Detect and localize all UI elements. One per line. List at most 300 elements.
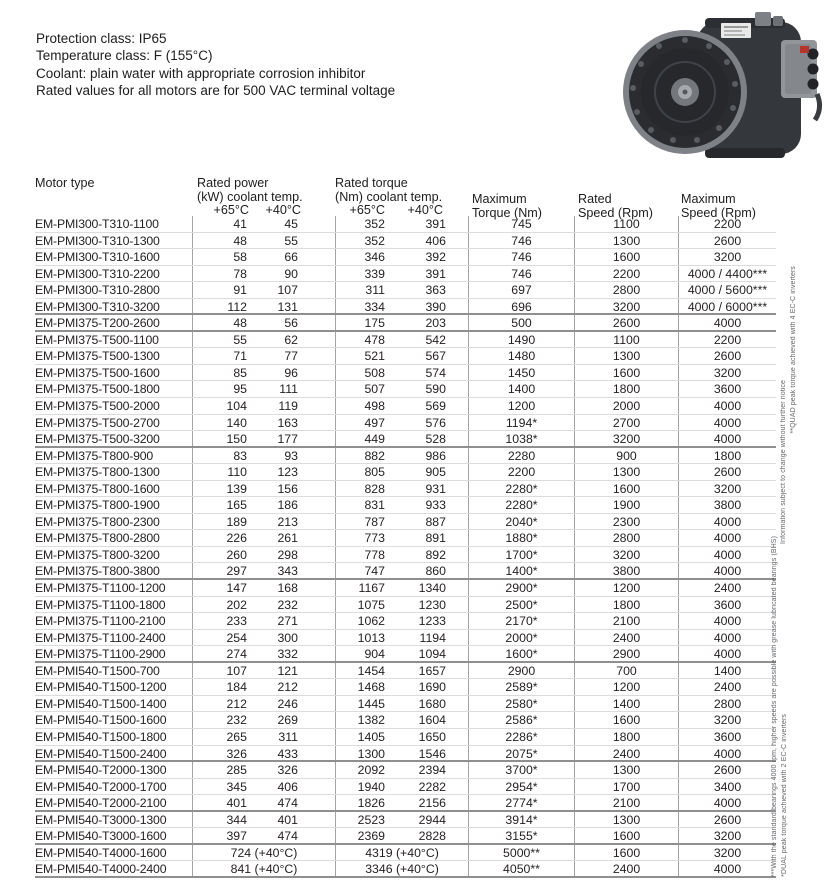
col-rated-speed-2: Speed (Rpm): [578, 206, 653, 220]
spec-note-voltage: Rated values for all motors are for 500 VAC terminal voltage: [36, 83, 396, 99]
cell-max-torque: 2589*: [468, 679, 574, 695]
table-row: [35, 530, 776, 547]
cell-power-65: 274: [192, 646, 247, 661]
cell-max-speed: 3200: [678, 365, 776, 381]
table-row: [35, 348, 776, 365]
cell-motor-type: EM-PMI540-T4000-1600: [35, 845, 167, 860]
cell-max-speed: 3200: [678, 845, 776, 861]
cell-power-65: 41: [192, 216, 247, 232]
footnote-quad: **QUAD peak torque achieved with 4 EC-C inverters: [790, 266, 797, 434]
spec-note-protection: Protection class: IP65: [36, 31, 167, 46]
spec-notes: [36, 30, 395, 100]
cell-torque-40: 1690: [418, 680, 446, 695]
cell-power-40: 93: [284, 448, 298, 463]
cell-power-40: 96: [284, 365, 298, 380]
cell-rated-torque-span: 4319 (+40°C): [335, 845, 468, 861]
cell-torque-65: 334: [335, 299, 385, 314]
cell-power-65: 254: [192, 630, 247, 646]
cell-max-speed: 3400: [678, 779, 776, 795]
cell-motor-type: EM-PMI300-T310-1300: [35, 233, 160, 248]
cell-max-torque: 5000**: [468, 845, 574, 861]
cell-torque-65: 2523: [335, 812, 385, 828]
cell-power-40: 156: [277, 481, 298, 496]
cell-rated-speed: 1800: [574, 381, 678, 397]
cell-motor-type: EM-PMI375-T800-2800: [35, 531, 160, 546]
cell-max-torque: 2280*: [468, 481, 574, 497]
cell-max-torque: 2586*: [468, 712, 574, 728]
col-rated-torque: Rated torque: [335, 176, 408, 190]
cell-torque-65: 2369: [335, 828, 385, 843]
cell-max-torque: 2286*: [468, 729, 574, 745]
cell-torque-65: 175: [335, 315, 385, 330]
cell-rated-speed: 1600: [574, 828, 678, 843]
col-rated-power-unit: (kW) coolant temp.: [197, 189, 303, 204]
cell-max-speed: 3200: [678, 481, 776, 497]
cell-max-torque: 746: [468, 233, 574, 249]
cell-rated-speed: 1300: [574, 762, 678, 778]
cell-motor-type: EM-PMI375-T500-1600: [35, 365, 160, 380]
cell-max-speed: 4000: [678, 398, 776, 414]
table-row: [35, 679, 776, 696]
cell-rated-speed: 1600: [574, 481, 678, 497]
col-power-40: +40°C: [265, 203, 301, 217]
cell-power-65: 71: [192, 348, 247, 364]
cell-motor-type: EM-PMI540-T1500-700: [35, 663, 160, 678]
cell-torque-65: 346: [335, 249, 385, 265]
cell-max-speed: 3200: [678, 249, 776, 265]
col-max-torque-1: Maximum: [472, 192, 527, 206]
cell-max-torque: 3914*: [468, 812, 574, 828]
spec-note-coolant: Coolant: plain water with appropriate corrosion inhibitor: [36, 65, 366, 81]
cell-torque-40: 567: [425, 349, 446, 364]
table-row: [35, 448, 776, 465]
cell-power-40: 232: [277, 597, 298, 612]
cell-power-65: 401: [192, 795, 247, 810]
cell-max-speed: 3600: [678, 729, 776, 745]
table-row: [35, 266, 776, 283]
cell-max-speed: 4000 / 6000***: [678, 299, 776, 314]
cell-max-speed: 2600: [678, 762, 776, 778]
cell-motor-type: EM-PMI540-T3000-1600: [35, 829, 167, 844]
cell-power-65: 344: [192, 812, 247, 828]
cell-max-torque: 746: [468, 266, 574, 282]
cell-torque-40: 1650: [418, 729, 446, 744]
cell-max-speed: 3800: [678, 497, 776, 513]
cell-torque-65: 2092: [335, 762, 385, 778]
cell-max-torque: 1200: [468, 398, 574, 414]
cell-torque-40: 1680: [418, 696, 446, 711]
cell-torque-65: 1300: [335, 746, 385, 761]
cell-motor-type: EM-PMI375-T800-2300: [35, 514, 160, 529]
table-row: [35, 431, 776, 448]
table-header: [35, 176, 776, 220]
cell-max-speed: 4000: [678, 861, 776, 876]
cell-power-40: 474: [277, 829, 298, 844]
cell-rated-speed: 1800: [574, 729, 678, 745]
cell-torque-40: 1340: [418, 581, 446, 596]
table-row: [35, 216, 776, 233]
cell-max-torque: 2200: [468, 464, 574, 480]
table-row: [35, 762, 776, 779]
table-row: [35, 282, 776, 299]
cell-max-torque: 2774*: [468, 795, 574, 810]
cell-rated-speed: 1700: [574, 779, 678, 795]
cell-rated-speed: 700: [574, 663, 678, 679]
cell-power-40: 111: [279, 382, 298, 397]
cell-rated-speed: 1300: [574, 812, 678, 828]
col-rated-power: Rated power: [197, 176, 269, 190]
cell-rated-speed: 1300: [574, 233, 678, 249]
cell-max-speed: 4000: [678, 315, 776, 330]
cell-rated-power-span: 841 (+40°C): [192, 861, 335, 876]
cell-rated-speed: 1400: [574, 696, 678, 712]
cell-rated-speed: 900: [574, 448, 678, 464]
cell-torque-40: 931: [425, 481, 446, 496]
cell-torque-65: 1445: [335, 696, 385, 712]
cell-rated-speed: 1200: [574, 580, 678, 596]
cell-max-speed: 2400: [678, 580, 776, 596]
cell-torque-65: 831: [335, 497, 385, 513]
cell-torque-40: 363: [425, 283, 446, 298]
cell-power-65: 265: [192, 729, 247, 745]
cell-torque-65: 508: [335, 365, 385, 381]
cell-power-65: 189: [192, 514, 247, 530]
cell-motor-type: EM-PMI375-T500-3200: [35, 432, 160, 447]
cell-power-40: 271: [277, 614, 298, 629]
table-row: [35, 597, 776, 614]
cell-torque-40: 2156: [418, 796, 446, 811]
cell-torque-65: 1167: [335, 580, 385, 596]
cell-max-torque: 2280*: [468, 497, 574, 513]
cell-power-65: 326: [192, 746, 247, 761]
cell-power-65: 233: [192, 613, 247, 629]
cell-power-65: 226: [192, 530, 247, 546]
cell-rated-speed: 2100: [574, 795, 678, 810]
cell-power-40: 212: [277, 680, 298, 695]
cell-motor-type: EM-PMI300-T310-1600: [35, 250, 160, 265]
table-row: [35, 464, 776, 481]
cell-torque-65: 747: [335, 563, 385, 578]
cell-rated-speed: 1800: [574, 597, 678, 613]
cell-torque-40: 1230: [418, 597, 446, 612]
cell-torque-40: 203: [425, 316, 446, 331]
cell-max-speed: 1400: [678, 663, 776, 679]
cell-power-65: 107: [192, 663, 247, 679]
cell-torque-40: 392: [425, 250, 446, 265]
cell-motor-type: EM-PMI375-T500-2700: [35, 415, 160, 430]
cell-power-40: 77: [284, 349, 298, 364]
cell-motor-type: EM-PMI375-T500-1300: [35, 349, 160, 364]
cell-motor-type: EM-PMI540-T4000-2400: [35, 862, 167, 877]
cell-max-speed: 4000: [678, 514, 776, 530]
cell-power-65: 212: [192, 696, 247, 712]
cell-max-speed: 2800: [678, 696, 776, 712]
cell-power-40: 246: [277, 696, 298, 711]
cell-torque-65: 828: [335, 481, 385, 497]
table-row: [35, 845, 776, 862]
cell-motor-type: EM-PMI375-T1100-2900: [35, 647, 166, 662]
cell-power-65: 232: [192, 712, 247, 728]
motor-spec-table: [35, 176, 776, 878]
cell-motor-type: EM-PMI375-T500-1100: [35, 332, 159, 347]
cell-max-speed: 1800: [678, 448, 776, 464]
cell-torque-40: 905: [425, 465, 446, 480]
cell-torque-40: 574: [425, 365, 446, 380]
cell-max-torque: 2170*: [468, 613, 574, 629]
cell-power-65: 110: [192, 464, 247, 480]
cell-max-torque: 1880*: [468, 530, 574, 546]
table-row: [35, 249, 776, 266]
cell-torque-40: 986: [425, 448, 446, 463]
cell-torque-65: 773: [335, 530, 385, 546]
cell-rated-speed: 1100: [574, 332, 678, 348]
cell-motor-type: EM-PMI300-T310-2200: [35, 266, 160, 281]
cell-max-torque: 696: [468, 299, 574, 314]
cell-max-speed: 2600: [678, 233, 776, 249]
cell-max-torque: 4050**: [468, 861, 574, 876]
cell-torque-65: 904: [335, 646, 385, 661]
cell-torque-65: 787: [335, 514, 385, 530]
cell-rated-speed: 3200: [574, 299, 678, 314]
cell-max-torque: 1490: [468, 332, 574, 348]
cell-rated-speed: 2200: [574, 266, 678, 282]
table-row: [35, 729, 776, 746]
cell-power-65: 140: [192, 415, 247, 431]
cell-torque-65: 339: [335, 266, 385, 282]
cell-rated-speed: 1600: [574, 365, 678, 381]
cell-torque-65: 1062: [335, 613, 385, 629]
cell-power-65: 150: [192, 431, 247, 446]
cell-motor-type: EM-PMI375-T800-900: [35, 448, 154, 463]
table-row: [35, 646, 776, 663]
cell-power-40: 66: [284, 250, 298, 265]
cell-power-40: 300: [277, 630, 298, 645]
cell-motor-type: EM-PMI540-T1500-1400: [35, 696, 167, 711]
cell-max-speed: 2600: [678, 348, 776, 364]
cell-max-torque: 745: [468, 216, 574, 232]
cell-max-torque: 746: [468, 249, 574, 265]
cell-max-torque: 1038*: [468, 431, 574, 446]
cell-torque-65: 1405: [335, 729, 385, 745]
cell-torque-40: 1604: [418, 713, 446, 728]
cell-max-torque: 2040*: [468, 514, 574, 530]
cell-rated-speed: 2600: [574, 315, 678, 330]
cell-torque-40: 933: [425, 498, 446, 513]
cell-max-torque: 2900: [468, 663, 574, 679]
cell-max-speed: 4000 / 4400***: [678, 266, 776, 282]
col-rated-speed-1: Rated: [578, 192, 612, 206]
cell-power-40: 107: [277, 283, 298, 298]
cell-power-65: 345: [192, 779, 247, 795]
cell-motor-type: EM-PMI300-T310-2800: [35, 283, 160, 298]
cell-max-speed: 4000: [678, 530, 776, 546]
cell-max-torque: 2500*: [468, 597, 574, 613]
cell-rated-speed: 1100: [574, 216, 678, 232]
cell-power-65: 91: [192, 282, 247, 298]
table-row: [35, 365, 776, 382]
table-row: [35, 746, 776, 763]
cell-motor-type: EM-PMI300-T310-3200: [35, 299, 160, 314]
col-motor-type: Motor type: [35, 176, 95, 190]
cell-power-40: 401: [277, 812, 298, 827]
cell-rated-speed: 2900: [574, 646, 678, 661]
cell-max-speed: 4000: [678, 746, 776, 761]
col-max-speed-2: Speed (Rpm): [681, 206, 756, 220]
cell-torque-65: 498: [335, 398, 385, 414]
cell-motor-type: EM-PMI375-T200-2600: [35, 316, 160, 331]
cell-torque-40: 391: [425, 217, 446, 231]
footnote-dual: *DUAL peak torque achieved with 2 EC-C inverters: [781, 714, 788, 877]
col-torque-40: +40°C: [407, 203, 443, 217]
cell-rated-speed: 1600: [574, 845, 678, 861]
cell-max-speed: 3600: [678, 597, 776, 613]
cell-torque-65: 478: [335, 332, 385, 348]
col-power-65: +65°C: [213, 203, 249, 217]
cell-max-speed: 3600: [678, 381, 776, 397]
cell-power-40: 298: [277, 547, 298, 562]
cell-power-65: 95: [192, 381, 247, 397]
cell-max-torque: 2000*: [468, 630, 574, 646]
table-row: [35, 481, 776, 498]
cell-max-torque: 1400*: [468, 563, 574, 578]
cell-torque-65: 805: [335, 464, 385, 480]
cell-rated-speed: 1600: [574, 712, 678, 728]
cell-torque-40: 576: [425, 415, 446, 430]
cell-power-65: 48: [192, 315, 247, 330]
cell-rated-speed: 1600: [574, 249, 678, 265]
cell-power-40: 119: [278, 399, 298, 414]
cell-power-40: 261: [277, 531, 298, 546]
cell-max-speed: 4000: [678, 563, 776, 578]
cell-rated-torque-span: 3346 (+40°C): [335, 861, 468, 876]
cell-rated-speed: 2800: [574, 282, 678, 298]
cell-power-65: 55: [192, 332, 247, 348]
table-row: [35, 497, 776, 514]
table-row: [35, 563, 776, 580]
cell-rated-speed: 1300: [574, 348, 678, 364]
cell-torque-40: 1657: [418, 663, 446, 678]
cell-rated-speed: 1900: [574, 497, 678, 513]
cell-power-40: 177: [277, 432, 298, 447]
cell-motor-type: EM-PMI375-T1100-2400: [35, 630, 166, 645]
cell-rated-speed: 3200: [574, 431, 678, 446]
cell-power-40: 45: [284, 217, 298, 231]
cell-max-speed: 4000: [678, 630, 776, 646]
cell-torque-40: 2394: [418, 763, 446, 778]
cell-power-65: 165: [192, 497, 247, 513]
cell-torque-40: 542: [425, 332, 446, 347]
cell-torque-40: 887: [425, 514, 446, 529]
cell-max-torque: 1450: [468, 365, 574, 381]
table-row: [35, 233, 776, 250]
cell-torque-65: 1468: [335, 679, 385, 695]
cell-torque-40: 2828: [418, 829, 446, 844]
cell-torque-40: 891: [425, 531, 446, 546]
cell-rated-speed: 2700: [574, 415, 678, 431]
cell-power-40: 332: [277, 647, 298, 662]
cell-motor-type: EM-PMI540-T2000-1300: [35, 763, 167, 778]
cell-torque-65: 507: [335, 381, 385, 397]
cell-max-torque: 2900*: [468, 580, 574, 596]
cell-power-40: 121: [277, 663, 298, 678]
spec-note-temperature: Temperature class: F (155°C): [36, 48, 213, 64]
cell-power-65: 202: [192, 597, 247, 613]
cell-rated-speed: 2800: [574, 530, 678, 546]
cell-torque-40: 892: [425, 547, 446, 562]
cell-torque-40: 1094: [418, 647, 446, 662]
cell-power-65: 112: [192, 299, 247, 314]
cell-power-65: 48: [192, 233, 247, 249]
cell-max-torque: 2580*: [468, 696, 574, 712]
cell-max-torque: 1194*: [468, 415, 574, 431]
cell-max-torque: 697: [468, 282, 574, 298]
cell-power-65: 85: [192, 365, 247, 381]
cell-rated-speed: 3800: [574, 563, 678, 578]
cell-torque-40: 528: [425, 432, 446, 447]
cell-torque-65: 449: [335, 431, 385, 446]
cell-power-40: 186: [277, 498, 298, 513]
cell-motor-type: EM-PMI540-T3000-1300: [35, 812, 167, 827]
table-row: [35, 547, 776, 564]
cell-max-speed: 4000: [678, 415, 776, 431]
cell-motor-type: EM-PMI375-T800-3800: [35, 564, 160, 579]
cell-max-torque: 1600*: [468, 646, 574, 661]
cell-motor-type: EM-PMI540-T1500-1600: [35, 713, 167, 728]
cell-torque-40: 390: [425, 299, 446, 314]
table-row: [35, 663, 776, 680]
cell-max-speed: 4000: [678, 431, 776, 446]
cell-rated-speed: 2400: [574, 746, 678, 761]
cell-torque-65: 521: [335, 348, 385, 364]
cell-torque-40: 569: [425, 399, 446, 414]
table-row: [35, 315, 776, 332]
table-row: [35, 861, 776, 878]
cell-power-65: 83: [192, 448, 247, 464]
cell-power-40: 213: [277, 514, 298, 529]
cell-torque-65: 497: [335, 415, 385, 431]
table-row: [35, 299, 776, 316]
cell-power-65: 260: [192, 547, 247, 563]
table-row: [35, 630, 776, 647]
cell-power-40: 433: [277, 746, 298, 761]
cell-power-65: 139: [192, 481, 247, 497]
cell-torque-65: 1382: [335, 712, 385, 728]
cell-motor-type: EM-PMI375-T800-1900: [35, 498, 160, 513]
cell-power-40: 311: [278, 729, 298, 744]
cell-power-40: 474: [277, 796, 298, 811]
cell-power-40: 55: [284, 233, 298, 248]
table-row: [35, 712, 776, 729]
footnote-info: Information subject to change without further notice: [780, 380, 787, 544]
cell-max-speed: 2600: [678, 464, 776, 480]
cell-motor-type: EM-PMI540-T2000-2100: [35, 796, 167, 811]
footnote-bearings: ***With the standard bearings 4000 rpm, higher speeds are possible with grease lubricated bearings (BHS): [771, 535, 778, 877]
cell-max-speed: 4000: [678, 646, 776, 661]
cell-power-40: 326: [277, 763, 298, 778]
col-max-torque-2: Torque (Nm): [472, 206, 542, 220]
cell-power-65: 58: [192, 249, 247, 265]
cell-power-65: 104: [192, 398, 247, 414]
cell-power-40: 90: [284, 266, 298, 281]
table-row: [35, 828, 776, 845]
cell-power-40: 56: [284, 316, 298, 331]
table-row: [35, 415, 776, 432]
table-row: [35, 398, 776, 415]
cell-torque-65: 1013: [335, 630, 385, 646]
cell-torque-65: 1940: [335, 779, 385, 795]
table-row: [35, 514, 776, 531]
cell-torque-65: 352: [335, 233, 385, 249]
